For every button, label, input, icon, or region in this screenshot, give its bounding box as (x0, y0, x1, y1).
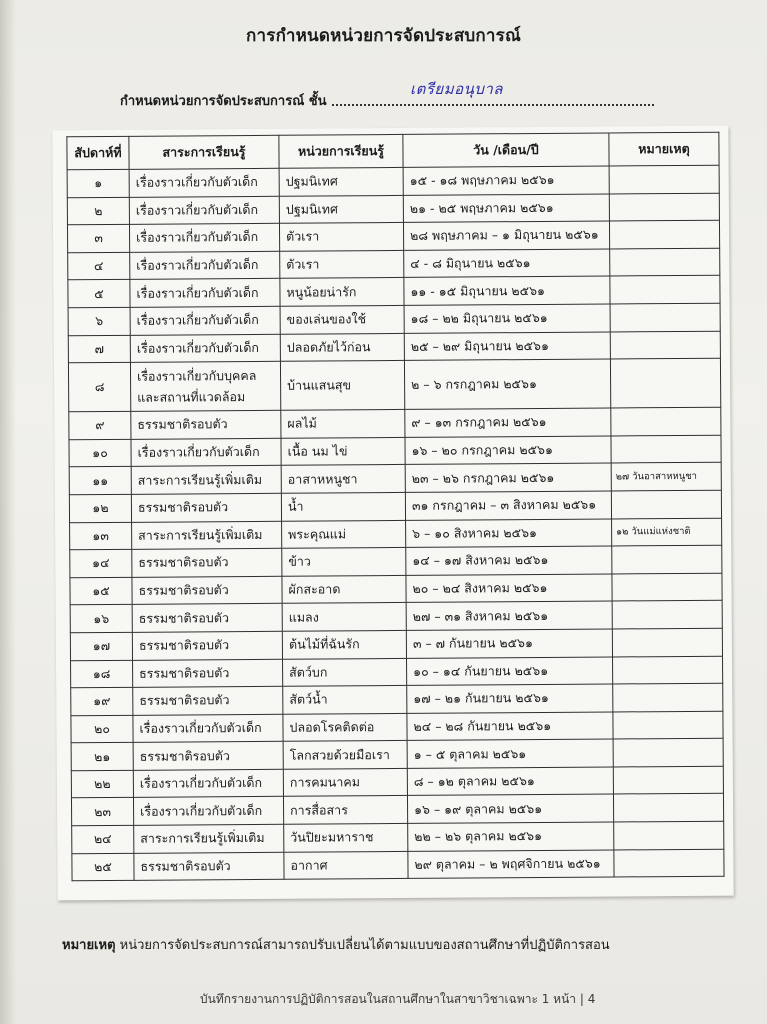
week-cell: ๒๑ (71, 743, 133, 771)
date-cell: ๒๗ – ๓๑ สิงหาคม ๒๕๖๑ (406, 601, 612, 630)
column-header-note: หมายเหตุ (609, 132, 719, 166)
subject-cell: ธรรมชาติรอบตัว (132, 631, 282, 660)
week-cell: ๑๘ (71, 660, 133, 688)
note-cell (613, 656, 723, 684)
week-cell: ๒ (67, 197, 129, 225)
date-cell: ๘ – ๑๒ ตุลาคม ๒๕๖๑ (407, 767, 613, 796)
note-cell (613, 683, 723, 711)
unit-cell: สัตว์น้ำ (283, 686, 407, 714)
footnote-text: หน่วยการจัดประสบการณ์สามารถปรับเปลี่ยนได้ตามแบบของสถานศึกษาที่ปฏิบัติการสอน (115, 938, 610, 953)
unit-cell: ผักสะอาด (282, 575, 406, 603)
note-cell (610, 303, 720, 331)
subject-cell: เรื่องราวเกี่ยวกับตัวเด็ก (133, 714, 283, 743)
subject-cell: ธรรมชาติรอบตัว (132, 604, 282, 633)
note-cell (609, 220, 719, 248)
subject-cell: เรื่องราวเกี่ยวกับตัวเด็ก (130, 334, 280, 363)
date-cell: ๒๐ – ๒๔ สิงหาคม ๒๕๖๑ (406, 574, 612, 603)
note-cell (613, 794, 723, 822)
unit-cell: ปฐมนิเทศ (279, 167, 403, 195)
subject-cell: เรื่องราวเกี่ยวกับตัวเด็ก (131, 438, 281, 467)
week-cell: ๑๖ (70, 605, 132, 633)
note-cell (611, 490, 721, 518)
subject-cell: ธรรมชาติรอบตัว (132, 548, 282, 577)
column-header-subject: สาระการเรียนรู้ (129, 135, 279, 169)
note-cell (613, 711, 723, 739)
week-cell: ๑๒ (69, 494, 131, 522)
unit-cell: ผลไม้ (281, 410, 405, 438)
date-cell: ๓ – ๗ กันยายน ๒๕๖๑ (406, 629, 612, 658)
unit-cell: ปลอดโรคติดต่อ (283, 713, 407, 741)
note-cell (610, 358, 720, 408)
note-cell (613, 738, 723, 766)
week-cell: ๑๙ (71, 687, 133, 715)
column-header-date: วัน /เดือน/ปี (403, 133, 609, 167)
week-cell: ๑๐ (69, 439, 131, 467)
unit-cell: ต้นไม้ที่ฉันรัก (282, 630, 406, 658)
unit-cell: หนูน้อยน่ารัก (280, 278, 404, 306)
week-cell: ๑๕ (70, 577, 132, 605)
date-cell: ๑๐ – ๑๔ กันยายน ๒๕๖๑ (407, 656, 613, 685)
subject-cell: สาระการเรียนรู้เพิ่มเติม (132, 521, 282, 550)
column-header-unit: หน่วยการเรียนรู้ (279, 134, 403, 168)
date-cell: ๒๕ – ๒๙ มิถุนายน ๒๕๖๑ (404, 332, 610, 361)
subject-cell: สาระการเรียนรู้เพิ่มเติม (134, 824, 284, 853)
week-cell: ๙ (69, 411, 131, 439)
schedule-sheet (52, 126, 733, 901)
unit-cell: ปลอดภัยไว้ก่อน (280, 333, 404, 361)
unit-cell: สัตว์บก (283, 658, 407, 686)
subject-cell: เรื่องราวเกี่ยวกับตัวเด็ก (129, 223, 279, 252)
week-cell: ๑๔ (70, 549, 132, 577)
footnote-label: หมายเหตุ (62, 938, 116, 953)
subject-cell: เรื่องราวเกี่ยวกับบุคคลและสถานที่แวดล้อม (130, 361, 280, 411)
week-cell: ๕ (68, 280, 130, 308)
note-cell: ๑๒ วันแม่แห่งชาติ (612, 518, 722, 546)
note-cell: ๒๗ วันอาสาหหนูชา (611, 463, 721, 491)
unit-cell: อาสาหหนูชา (281, 465, 405, 493)
date-cell: ๒ – ๖ กรกฎาคม ๒๕๖๑ (404, 359, 610, 409)
week-cell: ๓ (67, 225, 129, 253)
week-cell: ๒๐ (71, 715, 133, 743)
unit-cell: น้ำ (281, 492, 405, 520)
week-cell: ๒๕ (72, 853, 134, 881)
date-cell: ๒๘ พฤษภาคม – ๑ มิถุนายน ๒๕๖๑ (403, 221, 609, 250)
unit-cell: ตัวเรา (280, 250, 404, 278)
week-cell: ๒๓ (71, 798, 133, 826)
date-cell: ๑๗ – ๒๑ กันยายน ๒๕๖๑ (407, 684, 613, 713)
unit-cell: การคมนาคม (283, 768, 407, 796)
document-title: การกำหนดหน่วยการจัดประสบการณ์ (246, 26, 521, 46)
subject-cell: ธรรมชาติรอบตัว (133, 742, 283, 771)
footnote (62, 934, 610, 955)
note-cell (612, 573, 722, 601)
unit-cell: แมลง (282, 603, 406, 631)
note-cell (611, 435, 721, 463)
note-cell (611, 407, 721, 435)
note-cell (609, 165, 719, 193)
subject-cell: ธรรมชาติรอบตัว (132, 576, 282, 605)
subject-cell: เรื่องราวเกี่ยวกับตัวเด็ก (130, 251, 280, 280)
week-cell: ๖ (68, 307, 130, 335)
unit-cell: บ้านแสนสุข (280, 361, 404, 411)
date-cell: ๒๔ – ๒๘ กันยายน ๒๕๖๑ (407, 712, 613, 741)
note-cell (613, 766, 723, 794)
unit-cell: ของเล่นของใช้ (280, 305, 404, 333)
week-cell: ๔ (68, 252, 130, 280)
note-cell (610, 276, 720, 304)
week-cell: ๑๗ (70, 632, 132, 660)
subject-cell: เรื่องราวเกี่ยวกับตัวเด็ก (129, 168, 279, 197)
note-cell (612, 601, 722, 629)
subject-cell: เรื่องราวเกี่ยวกับตัวเด็ก (129, 196, 279, 225)
table-row (72, 849, 724, 881)
date-cell: ๑ – ๕ ตุลาคม ๒๕๖๑ (407, 739, 613, 768)
subject-cell: ธรรมชาติรอบตัว (133, 659, 283, 688)
date-cell: ๙ – ๑๓ กรกฎาคม ๒๕๖๑ (405, 408, 611, 437)
note-cell (614, 821, 724, 849)
subject-cell: ธรรมชาติรอบตัว (133, 686, 283, 715)
week-cell: ๑ (67, 169, 129, 197)
date-cell: ๑๕ - ๑๘ พฤษภาคม ๒๕๖๑ (403, 166, 609, 195)
class-level-label: กำหนดหน่วยการจัดประสบการณ์ ชั้น (120, 94, 327, 109)
note-cell (614, 849, 724, 877)
week-cell: ๒๒ (71, 770, 133, 798)
page-shadow-edge (0, 0, 16, 1024)
column-header-week: สัปดาห์ที่ (67, 136, 129, 169)
class-level-handwritten-value: เตรียมอนุบาล (410, 80, 504, 98)
subject-cell: ธรรมชาติรอบตัว (134, 852, 284, 881)
date-cell: ๑๖ – ๒๐ กรกฎาคม ๒๕๖๑ (405, 436, 611, 465)
unit-cell: เนื้อ นม ไข่ (281, 437, 405, 465)
unit-cell: ปฐมนิเทศ (279, 195, 403, 223)
date-cell: ๑๘ – ๒๒ มิถุนายน ๒๕๖๑ (404, 304, 610, 333)
table-header-row (67, 132, 719, 170)
unit-cell: ข้าว (282, 548, 406, 576)
table-row (68, 358, 720, 412)
date-cell: ๔ - ๘ มิถุนายน ๒๕๖๑ (404, 249, 610, 278)
unit-cell: โลกสวยด้วยมือเรา (283, 741, 407, 769)
week-cell: ๗ (68, 335, 130, 363)
date-cell: ๓๑ กรกฎาคม – ๓ สิงหาคม ๒๕๖๑ (405, 491, 611, 520)
date-cell: ๒๙ ตุลาคม – ๒ พฤศจิกายน ๒๕๖๑ (408, 850, 614, 879)
date-cell: ๖ – ๑๐ สิงหาคม ๒๕๖๑ (406, 519, 612, 548)
unit-cell: อากาศ (284, 851, 408, 879)
date-cell: ๒๑ - ๒๕ พฤษภาคม ๒๕๖๑ (403, 194, 609, 223)
subject-cell: เรื่องราวเกี่ยวกับตัวเด็ก (133, 797, 283, 826)
subject-cell: สาระการเรียนรู้เพิ่มเติม (131, 466, 281, 495)
date-cell: ๒๒ – ๒๖ ตุลาคม ๒๕๖๑ (408, 822, 614, 851)
note-cell (610, 248, 720, 276)
page-footer: บันทึกรายงานการปฏิบัติการสอนในสถานศึกษาในสาขาวิชาเฉพาะ 1 หน้า | 4 (200, 992, 596, 1006)
note-cell (612, 545, 722, 573)
subject-cell: เรื่องราวเกี่ยวกับตัวเด็ก (130, 279, 280, 308)
unit-cell: การสื่อสาร (283, 796, 407, 824)
note-cell (612, 628, 722, 656)
subject-cell: เรื่องราวเกี่ยวกับตัวเด็ก (133, 769, 283, 798)
week-cell: ๒๔ (72, 825, 134, 853)
date-cell: ๑๔ – ๑๗ สิงหาคม ๒๕๖๑ (406, 546, 612, 575)
subject-cell: เรื่องราวเกี่ยวกับตัวเด็ก (130, 306, 280, 335)
date-cell: ๑๑ - ๑๕ มิถุนายน ๒๕๖๑ (404, 276, 610, 305)
week-cell: ๘ (68, 362, 130, 411)
date-cell: ๑๖ – ๑๙ ตุลาคม ๒๕๖๑ (407, 794, 613, 823)
schedule-table (66, 132, 724, 882)
unit-cell: ตัวเรา (279, 223, 403, 251)
unit-cell: วันปิยะมหาราช (284, 823, 408, 851)
note-cell (609, 193, 719, 221)
schedule-table-body (67, 165, 724, 881)
week-cell: ๑๓ (70, 522, 132, 550)
note-cell (610, 331, 720, 359)
week-cell: ๑๑ (69, 467, 131, 495)
subject-cell: ธรรมชาติรอบตัว (131, 493, 281, 522)
subject-cell: ธรรมชาติรอบตัว (131, 410, 281, 439)
date-cell: ๒๓ – ๒๖ กรกฎาคม ๒๕๖๑ (405, 463, 611, 492)
unit-cell: พระคุณแม่ (282, 520, 406, 548)
